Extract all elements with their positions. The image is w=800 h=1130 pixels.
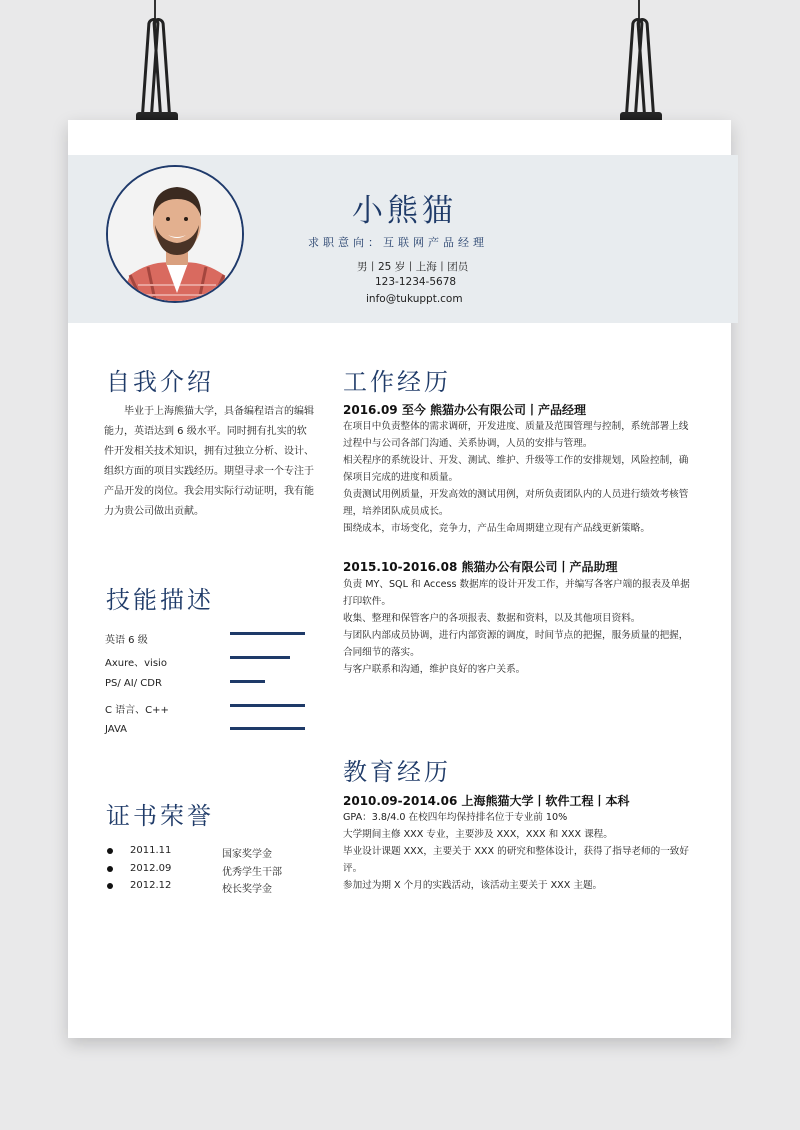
basic-info: 男丨25 岁丨上海丨团员 xyxy=(357,261,469,273)
cert-name: 优秀学生干部 xyxy=(222,867,282,878)
job-description xyxy=(343,418,688,537)
bullet-dot xyxy=(107,866,113,872)
about-line: 力为贵公司做出贡献。 xyxy=(104,506,204,517)
skill-label: JAVA xyxy=(105,724,128,735)
job-description xyxy=(343,576,690,678)
education-line: 参加过为期 X 个月的实践活动，该活动主要关于 XXX 主题。 xyxy=(343,880,603,891)
about-line: 能力，英语达到 6 级水平。同时拥有扎实的软 xyxy=(104,426,307,437)
job-line: 与客户联系和沟通，维护良好的客户关系。 xyxy=(343,664,526,675)
job-line: 负责测试用例质量，开发高效的测试用例，对所负责团队内的人员进行绩效考核管 xyxy=(343,489,689,500)
job-intent: 求职意向：互联网产品经理 xyxy=(308,236,488,249)
education-line: GPA：3.8/4.0 在校四年均保持排名位于专业前 10% xyxy=(343,812,568,823)
job-line: 在项目中负责整体的需求调研，开发进度、质量及范围管理与控制，系统部署上线 xyxy=(343,421,689,432)
skills-title: 技能描述 xyxy=(106,586,214,614)
cert-name: 校长奖学金 xyxy=(222,884,272,895)
bullet-dot xyxy=(107,848,113,854)
certs-title: 证书荣誉 xyxy=(106,802,214,830)
education-title: 教育经历 xyxy=(343,758,451,786)
skill-bar xyxy=(230,656,290,659)
about-line: 件开发相关技术知识，拥有过独立分析、设计、 xyxy=(104,446,314,457)
phone-number: 123-1234-5678 xyxy=(375,276,457,288)
email-address: info@tukuppt.com xyxy=(366,293,463,305)
about-line: 组织方面的项目实践经历。期望寻求一个专注于 xyxy=(104,466,314,477)
candidate-name: 小熊猫 xyxy=(352,193,457,229)
job-line: 打印软件。 xyxy=(343,596,391,607)
job-line: 保项目完成的进度和质量。 xyxy=(343,472,459,483)
education-description xyxy=(343,809,689,894)
skill-label: C 语言、C++ xyxy=(105,705,169,716)
about-line: 产品开发的岗位。我会用实际行动证明，我有能 xyxy=(104,486,314,497)
about-text xyxy=(104,402,326,522)
skill-bar xyxy=(230,632,305,635)
cert-date: 2012.09 xyxy=(130,863,172,874)
education-line: 毕业设计课题 XXX，主要关于 XXX 的研究和整体设计，获得了指导老师的一致好 xyxy=(343,846,689,857)
job-line: 相关程序的系统设计、开发、测试、维护、升级等工作的安排规划，风险控制，确 xyxy=(343,455,689,466)
bullet-dot xyxy=(107,883,113,889)
job-line: 理，培养团队成员成长。 xyxy=(343,506,449,517)
job-line: 合同细节的落实。 xyxy=(343,647,420,658)
about-line: 毕业于上海熊猫大学，具备编程语言的编辑 xyxy=(124,406,314,417)
work-title: 工作经历 xyxy=(343,368,451,396)
job-line: 围绕成本，市场变化，竞争力，产品生命周期建立现有产品线更新策略。 xyxy=(343,523,650,534)
education-heading: 2010.09-2014.06 上海熊猫大学丨软件工程丨本科 xyxy=(343,794,630,808)
cert-name: 国家奖学金 xyxy=(222,849,272,860)
cert-date: 2011.11 xyxy=(130,845,172,856)
job-line: 收集、整理和保管客户的各项报表、数据和资料，以及其他项目资料。 xyxy=(343,613,641,624)
about-title: 自我介绍 xyxy=(106,368,214,396)
job-line: 与团队内部成员协调，进行内部资源的调度，时间节点的把握，服务质量的把握， xyxy=(343,630,689,641)
skill-bar xyxy=(230,727,305,730)
skill-bar xyxy=(230,680,265,683)
skill-label: Axure、visio xyxy=(105,658,167,669)
job-line: 负责 MY、SQL 和 Access 数据库的设计开发工作，并编写各客户端的报表及单据 xyxy=(343,579,690,590)
skill-label: 英语 6 级 xyxy=(105,635,148,646)
avatar xyxy=(106,165,244,303)
skill-bar xyxy=(230,704,305,707)
job-heading: 2015.10-2016.08 熊猫办公有限公司丨产品助理 xyxy=(343,560,618,574)
education-line: 大学期间主修 XXX 专业，主要涉及 XXX，XXX 和 XXX 课程。 xyxy=(343,829,613,840)
education-line: 评。 xyxy=(343,863,363,874)
job-heading: 2016.09 至今 熊猫办公有限公司丨产品经理 xyxy=(343,403,587,417)
skill-label: PS/ AI/ CDR xyxy=(105,678,162,689)
job-line: 过程中与公司各部门沟通、关系协调，人员的安排与管理。 xyxy=(343,438,593,449)
cert-date: 2012.12 xyxy=(130,880,172,891)
